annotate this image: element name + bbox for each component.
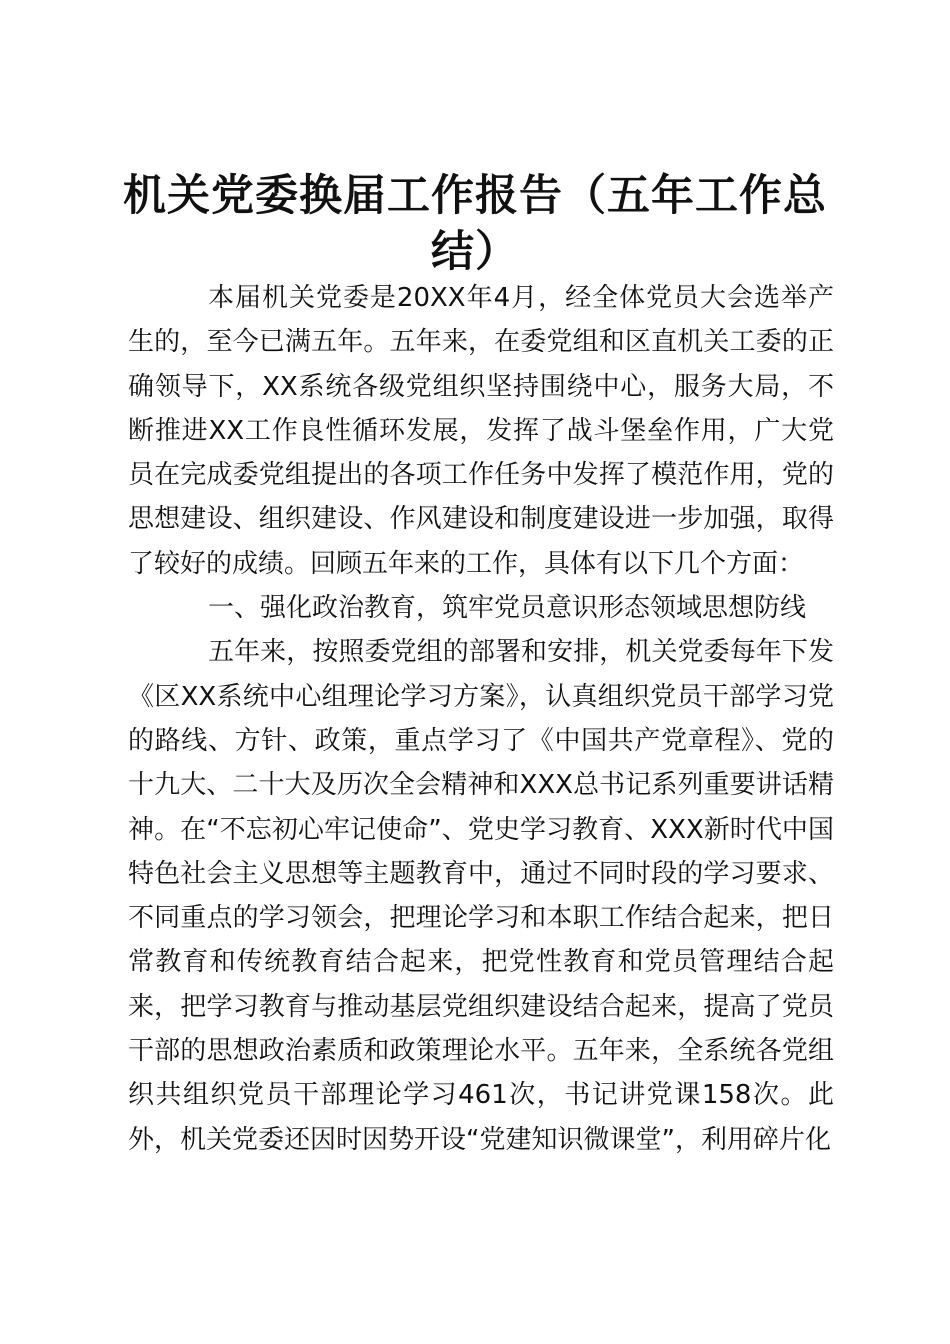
- intro-paragraph: 本届机关党委是20XX年4月，经全体党员大会选举产生的，至今已满五年。五年来，在委党组和区直机关工委的正确领导下，XX系统各级党组织坚持围绕中心，服务大局，不断推进XX工作良性循环发展，发挥了战斗堡垒作用，广大党员在完成委党组提出的各项工作任务中发挥了模范作用，党的思想建设、组织建设、作风建设和制度建设进一步加强，取得了较好的成绩。回顾五年来的工作，具体有以下几个方面：: [128, 283, 834, 579]
- document-body: [128, 276, 834, 1162]
- section-heading: 一、强化政治教育，筑牢党员意识形态领域思想防线: [208, 593, 807, 624]
- document-title: 机关党委换届工作报告（五年工作总结）: [123, 171, 827, 277]
- section-paragraph: 五年来，按照委党组的部署和安排，机关党委每年下发《区XX系统中心组理论学习方案》，认真组织党员干部学习党的路线、方针、政策，重点学习了《中国共产党章程》、党的十九大、二十大及历次全会精神和XXX总书记系列重要讲话精神。在“不忘初心牢记使命”、党史学习教育、XXX新时代中国特色社会主义思想等主题教育中，通过不同时段的学习要求、不同重点的学习领会，把理论学习和本职工作结合起来，把日常教育和传统教育结合起来，把党性教育和党员管理结合起来，把学习教育与推动基层党组织建设结合起来，提高了党员干部的思想政治素质和政策理论水平。五年来，全系统各党组织共组织党员干部理论学习461次，书记讲党课158次。此外，机关党委还因时因势开设“党建知识微课堂”，利用碎片化: [128, 637, 834, 1155]
